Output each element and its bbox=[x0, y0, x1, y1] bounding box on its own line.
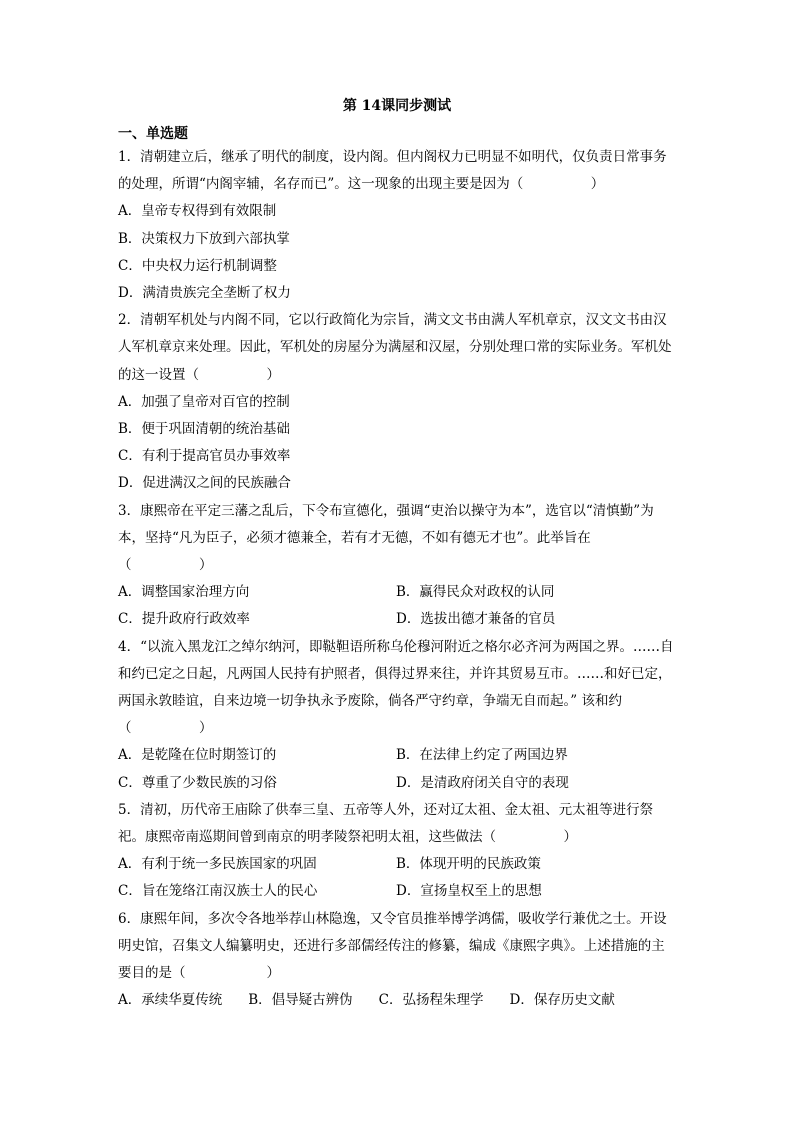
question-4 bbox=[118, 634, 678, 797]
option-d: D．是清政府闭关自守的表现 bbox=[396, 774, 569, 791]
option-b: B．在法律上约定了两国边界 bbox=[396, 747, 568, 764]
option-c: C．旨在笼络江南汉族士人的民心 bbox=[118, 883, 318, 900]
question-stem: 2．清朝军机处与内阁不同，它以行政简化为宗旨，满文文书由满人军机章京，汉文文书由汉人军机章京来处理。因此，军机处的房屋分为满屋和汉屋，分别处理口常的实际业务。军机处的这一设置（ ） bbox=[118, 312, 672, 383]
question-stem: 1．清朝建立后，继承了明代的制度，设内阁。但内阁权力已明显不如明代，仅负责日常事务的处理，所谓“内阁宰辅，名存而已”。这一现象的出现主要是因为（ ） bbox=[118, 149, 667, 193]
option-d: D．满清贵族完全垄断了权力 bbox=[118, 285, 291, 302]
option-b: B．倡导疑古辨伪 bbox=[248, 992, 353, 1009]
option-c: C．弘扬程朱理学 bbox=[378, 992, 484, 1009]
page-title: 第 14课同步测试 bbox=[342, 98, 452, 114]
option-row bbox=[118, 770, 678, 797]
option-row bbox=[118, 851, 678, 878]
option-c: C．有利于提高官员办事效率 bbox=[118, 448, 291, 465]
option-a: A．皇帝专权得到有效限制 bbox=[118, 203, 277, 220]
option-row bbox=[118, 579, 678, 606]
option-row bbox=[118, 987, 678, 1014]
option-d: D．保存历史文献 bbox=[509, 992, 615, 1009]
option-c: C．尊重了少数民族的习俗 bbox=[118, 774, 277, 791]
option-a: A．调整国家治理方向 bbox=[118, 584, 250, 601]
question-5 bbox=[118, 797, 678, 906]
question-1 bbox=[118, 144, 678, 307]
question-stem: 4．“以流入黑龙江之绰尔纳河，即鞑靼语所称乌伦穆河附近之格尔必齐河为两国之界。……自和约已定之日起，凡两国人民持有护照者，俱得过界来往，并许其贸易互市。……和好已定，两国永敦睦谊，自来边境一切争执永予废除，倘各严守约章，争端无自而起。” 该和约（ ） bbox=[118, 638, 674, 737]
option-row bbox=[118, 606, 678, 633]
option-b: B．便于巩固清朝的统治基础 bbox=[118, 421, 290, 438]
option-b: B．决策权力下放到六部执掌 bbox=[118, 230, 290, 247]
option-a: A．承续华夏传统 bbox=[118, 992, 223, 1009]
option-a: A．是乾隆在位时期签订的 bbox=[118, 747, 277, 764]
option-d: D．宣扬皇权至上的思想 bbox=[396, 883, 542, 900]
option-d: D．促进满汉之间的民族融合 bbox=[118, 475, 291, 492]
option-d: D．选拔出德才兼备的官员 bbox=[396, 611, 556, 628]
question-stem: 3．康熙帝在平定三藩之乱后，下令布宣德化，强调“吏治以操守为本”，选官以“清慎勤”为本，坚持“凡为臣子，必须才德兼全，若有才无德，不如有德无才也”。此举旨在（ ） bbox=[118, 502, 654, 574]
option-b: B．赢得民众对政权的认同 bbox=[396, 584, 555, 601]
option-c: C．提升政府行政效率 bbox=[118, 611, 250, 628]
option-b: B．体现开明的民族政策 bbox=[396, 856, 541, 873]
question-list bbox=[118, 144, 678, 1015]
section-heading: 一、单选题 bbox=[118, 126, 188, 142]
option-a: A．加强了皇帝对百官的控制 bbox=[118, 393, 290, 410]
option-row bbox=[118, 878, 678, 905]
question-stem: 6．康熙年间，多次令各地举荐山林隐逸，又令官员推举博学鸿儒，吸收学行兼优之士。开设明史馆，召集文人编纂明史，还进行多部儒经传注的修纂，编成《康熙字典》。上述措施的主要目的是（ ） bbox=[118, 910, 667, 982]
option-c: C．中央权力运行机制调整 bbox=[118, 257, 277, 274]
question-6 bbox=[118, 906, 678, 1015]
question-3 bbox=[118, 498, 678, 634]
option-row bbox=[118, 742, 678, 769]
option-a: A．有利于统一多民族国家的巩固 bbox=[118, 856, 317, 873]
question-2 bbox=[118, 307, 678, 497]
question-stem: 5．清初，历代帝王庙除了供奉三皇、五帝等人外，还对辽太祖、金太祖、元太祖等进行祭祀。康熙帝南巡期间曾到南京的明孝陵祭祀明太祖，这些做法（ ） bbox=[118, 801, 654, 846]
